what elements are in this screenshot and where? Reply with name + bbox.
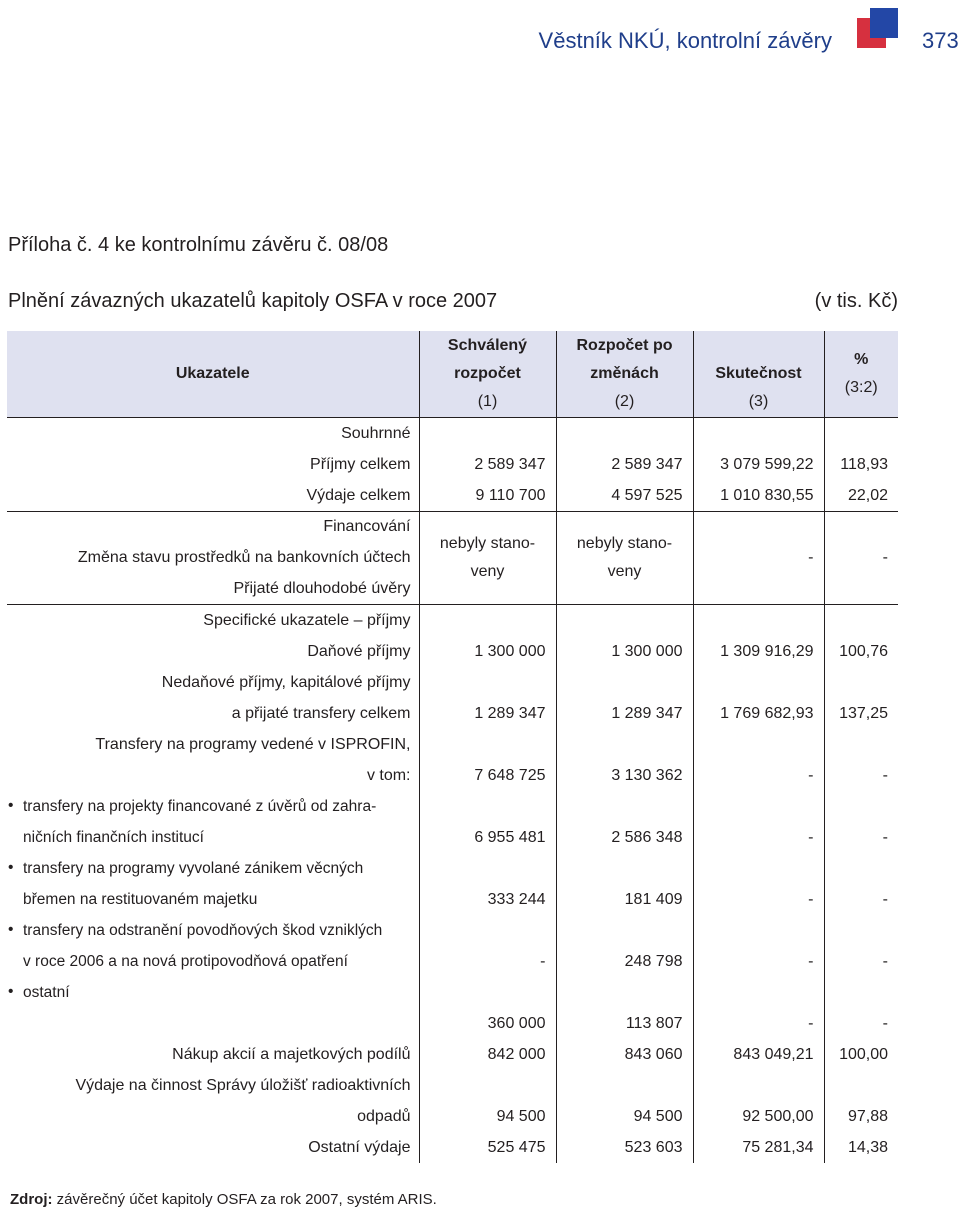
- cell-text: veny: [607, 563, 642, 580]
- cell-value: 4 597 525: [556, 480, 693, 512]
- table-row: [7, 729, 898, 760]
- source-note: [10, 1191, 437, 1208]
- bullet-item: [7, 977, 419, 1008]
- indicators-table: [7, 331, 898, 1163]
- cell-value: 843 060: [556, 1039, 693, 1070]
- table-row: [7, 915, 898, 946]
- cell-text: nebyly stano-: [576, 535, 673, 552]
- cell-value: 3 079 599,22: [693, 449, 824, 480]
- cell-value: 1 300 000: [419, 636, 556, 667]
- appendix-heading: Příloha č. 4 ke kontrolnímu závěru č. 08/08: [8, 234, 389, 256]
- cell-value: 1 300 000: [556, 636, 693, 667]
- cell-value: -: [419, 946, 556, 977]
- cell-value: 523 603: [556, 1132, 693, 1163]
- row-label: Daňové příjmy: [307, 643, 411, 660]
- cell-value: -: [824, 760, 898, 791]
- cell-value: 6 955 481: [419, 822, 556, 853]
- cell-text: veny: [470, 563, 505, 580]
- bullet-item: [7, 791, 419, 822]
- table-row: [7, 480, 898, 512]
- cell-value: 94 500: [419, 1101, 556, 1132]
- row-label: Ostatní výdaje: [308, 1139, 411, 1156]
- table-row: [7, 760, 898, 791]
- cell-text: nebyly stano-: [439, 535, 536, 552]
- cell-value: 113 807: [556, 1008, 693, 1039]
- col-header-text: (3): [748, 393, 769, 410]
- cell-value: -: [824, 822, 898, 853]
- cell-value: -: [824, 1008, 898, 1039]
- cell-value: 118,93: [824, 449, 898, 480]
- table-row: [7, 605, 898, 637]
- table-row: [7, 1101, 898, 1132]
- row-label: transfery na programy vyvolané zánikem věcných: [23, 860, 364, 877]
- row-label: ničních finančních institucí: [23, 829, 204, 846]
- cell-value: 2 586 348: [556, 822, 693, 853]
- cell-value: 1 289 347: [556, 698, 693, 729]
- cell-value: [556, 512, 693, 605]
- unit-label: (v tis. Kč): [814, 290, 898, 312]
- table-row: [7, 1008, 898, 1039]
- row-label: ostatní: [23, 984, 70, 1001]
- running-header: Věstník NKÚ, kontrolní závěry: [538, 28, 832, 53]
- cell-value: 9 110 700: [419, 480, 556, 512]
- cell-value: 1 289 347: [419, 698, 556, 729]
- table-row: [7, 1132, 898, 1163]
- table-row: [7, 698, 898, 729]
- row-label: Příjmy celkem: [310, 456, 411, 473]
- cell-value: -: [824, 946, 898, 977]
- cell-value: 842 000: [419, 1039, 556, 1070]
- section-label: Specifické ukazatele – příjmy: [203, 612, 411, 629]
- cell-value: 75 281,34: [693, 1132, 824, 1163]
- section-label: Financování: [323, 518, 411, 535]
- col-header-rozpocet-po-zmenach: [556, 331, 693, 418]
- cell-value: -: [693, 512, 824, 605]
- cell-value: 333 244: [419, 884, 556, 915]
- row-label: Transfery na programy vedené v ISPROFIN,: [95, 736, 411, 753]
- col-header-text: (2): [614, 393, 635, 410]
- cell-value: 1 309 916,29: [693, 636, 824, 667]
- row-label: v tom:: [366, 767, 411, 784]
- bullet-item: [7, 853, 419, 884]
- table-row: [7, 791, 898, 822]
- row-label: Výdaje celkem: [7, 480, 419, 512]
- bullet-icon: •: [8, 797, 14, 814]
- table-row: [7, 667, 898, 698]
- cell-value: 3 130 362: [556, 760, 693, 791]
- col-header-ukazatele: [7, 331, 419, 418]
- table-row: [7, 822, 898, 853]
- section-label: Souhrnné: [341, 425, 411, 442]
- col-header-text: %: [854, 351, 869, 368]
- table-row: [7, 449, 898, 480]
- row-label: Přijaté dlouhodobé úvěry: [7, 573, 419, 605]
- source-text: závěrečný účet kapitoly OSFA za rok 2007, systém ARIS.: [56, 1191, 437, 1208]
- col-header-text: změnách: [590, 365, 659, 382]
- table-row: [7, 853, 898, 884]
- cell-value: -: [693, 822, 824, 853]
- cell-value: -: [693, 1008, 824, 1039]
- row-label: břemen na restituovaném majetku: [23, 891, 258, 908]
- table-title: Plnění závazných ukazatelů kapitoly OSFA v roce 2007: [8, 290, 498, 312]
- row-label: transfery na odstranění povodňových škod vzniklých: [23, 922, 383, 939]
- col-header-schvaleny: [419, 331, 556, 418]
- table-row: [7, 1070, 898, 1101]
- row-label: a přijaté transfery celkem: [231, 705, 411, 722]
- col-header-percent: [824, 331, 898, 418]
- row-label: transfery na projekty financované z úvěrů od zahra-: [23, 798, 377, 815]
- bullet-icon: •: [8, 983, 14, 1000]
- cell-value: 22,02: [824, 480, 898, 512]
- table-row: [7, 512, 898, 543]
- cell-value: 97,88: [824, 1101, 898, 1132]
- cell-value: 92 500,00: [693, 1101, 824, 1132]
- row-label: Výdaje na činnost Správy úložišť radioaktivních: [75, 1077, 411, 1094]
- col-header-text: Schválený: [447, 337, 528, 354]
- bullet-icon: •: [8, 859, 14, 876]
- cell-value: -: [693, 946, 824, 977]
- table-row: [7, 418, 898, 450]
- cell-value: 100,00: [824, 1039, 898, 1070]
- row-label: Změna stavu prostředků na bankovních účtech: [77, 549, 411, 566]
- cell-value: 1 010 830,55: [693, 480, 824, 512]
- row-label: Nákup akcií a majetkových podílů: [172, 1046, 411, 1063]
- row-label: v roce 2006 a na nová protipovodňová opatření: [23, 953, 348, 970]
- cell-value: [419, 512, 556, 605]
- col-header-skutecnost: [693, 331, 824, 418]
- page-number: 373: [922, 28, 959, 53]
- cell-value: 1 769 682,93: [693, 698, 824, 729]
- row-label: odpadů: [357, 1108, 411, 1125]
- col-header-text: (1): [477, 393, 498, 410]
- row-label: Nedaňové příjmy, kapitálové příjmy: [161, 674, 411, 691]
- cell-value: 525 475: [419, 1132, 556, 1163]
- table-row: [7, 636, 898, 667]
- cell-value: 2 589 347: [556, 449, 693, 480]
- table-row: [7, 977, 898, 1008]
- cell-value: 360 000: [419, 1008, 556, 1039]
- cell-value: 94 500: [556, 1101, 693, 1132]
- cell-value: -: [824, 512, 898, 605]
- cell-value: 2 589 347: [419, 449, 556, 480]
- source-label: Zdroj:: [10, 1191, 53, 1208]
- table-row: [7, 1039, 898, 1070]
- table-header: [7, 331, 898, 418]
- cell-value: -: [824, 884, 898, 915]
- cell-value: 248 798: [556, 946, 693, 977]
- cell-value: -: [693, 760, 824, 791]
- cell-value: 7 648 725: [419, 760, 556, 791]
- col-header-text: Rozpočet po: [576, 337, 673, 354]
- cell-value: -: [693, 884, 824, 915]
- cell-value: 14,38: [824, 1132, 898, 1163]
- col-header-text: rozpočet: [454, 365, 521, 382]
- bullet-item: [7, 915, 419, 946]
- cell-value: 137,25: [824, 698, 898, 729]
- cell-value: 843 049,21: [693, 1039, 824, 1070]
- table-row: [7, 946, 898, 977]
- cell-value: 181 409: [556, 884, 693, 915]
- col-header-text: (3:2): [844, 379, 878, 396]
- col-header-text: Ukazatele: [175, 365, 250, 382]
- logo-blue-square: [870, 8, 898, 38]
- col-header-text: Skutečnost: [715, 365, 802, 382]
- cell-value: 100,76: [824, 636, 898, 667]
- table-row: [7, 884, 898, 915]
- bullet-icon: •: [8, 921, 14, 938]
